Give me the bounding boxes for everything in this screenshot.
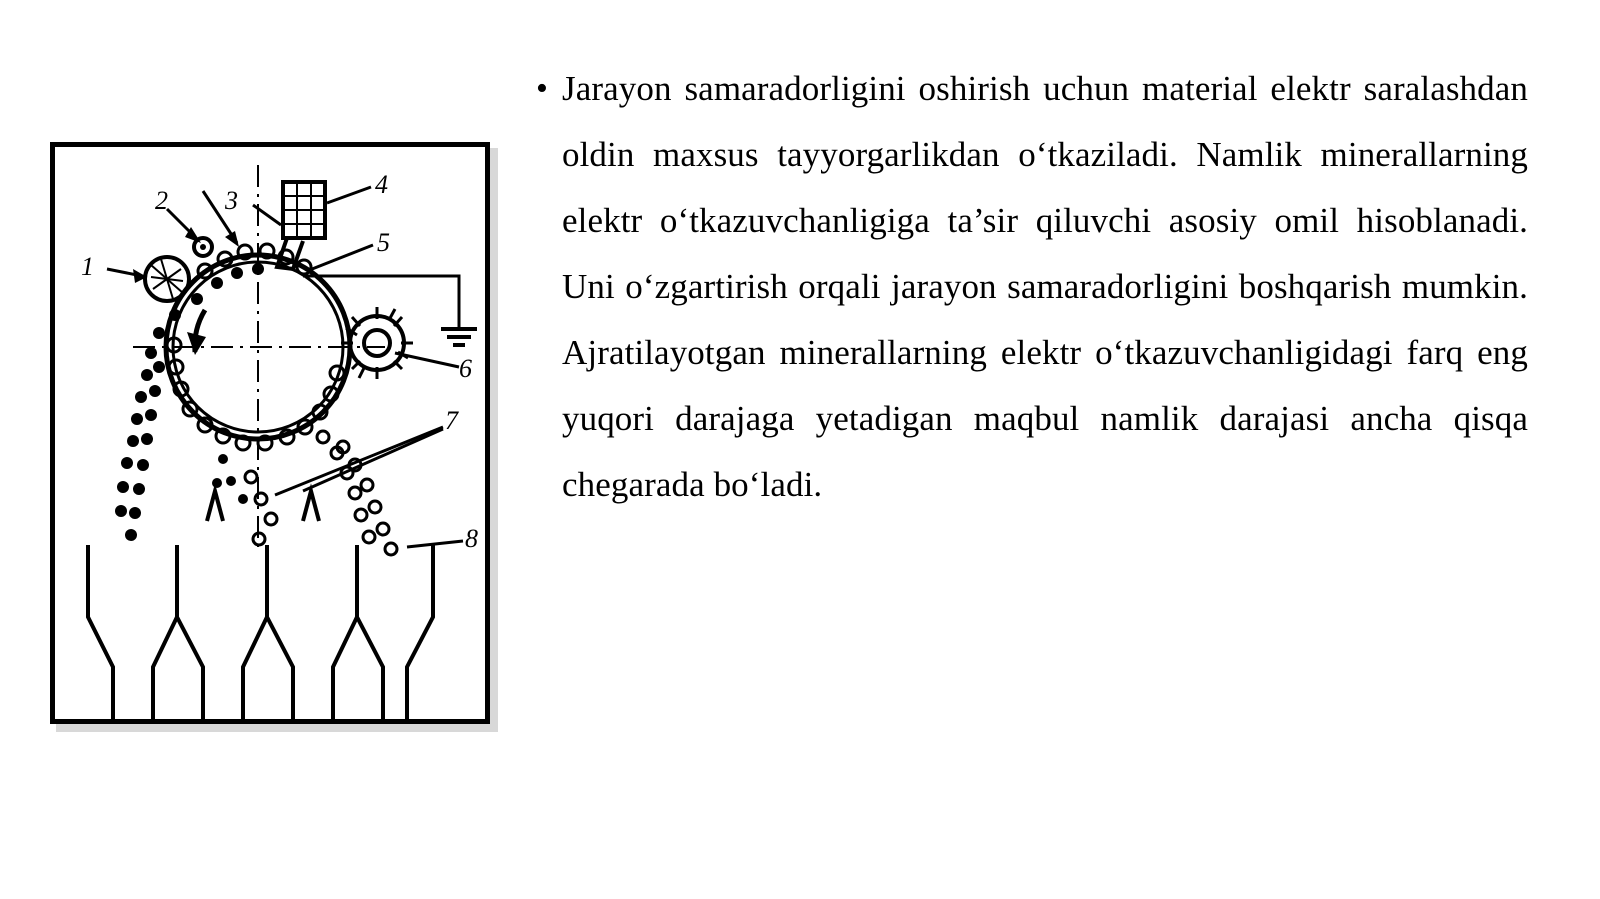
figure-container [50, 142, 498, 732]
callout-1: 1 [81, 252, 94, 281]
callout-5: 5 [377, 228, 390, 257]
separator-schematic-svg [55, 147, 485, 719]
content-text-block [528, 56, 1528, 518]
bullet-paragraph: Jarayon samaradorligini oshirish uchun material elektr saralashdan oldin maxsus tayyorgarlikdan o‘tkaziladi. Namlik minerallarning elektr o‘tkazuvchanligiga ta’sir qiluvchi asosiy omil hisoblanadi. Uni o‘zgartirish orqali jarayon samaradorligini boshqarish mumkin. Ajratilayotgan minerallarning elektr o‘tkazuvchanligidagi farq eng yuqori darajaga yetadigan maqbul namlik darajasi ancha qisqa chegarada bo‘ladi. [562, 69, 1528, 504]
callout-6: 6 [459, 354, 472, 383]
figure-frame [50, 142, 490, 724]
callout-3: 3 [225, 186, 238, 215]
callout-2: 2 [155, 186, 168, 215]
bullet-marker: • [536, 70, 548, 107]
callout-8: 8 [465, 524, 478, 553]
bullet-list-item [528, 56, 1528, 518]
callout-4: 4 [375, 170, 388, 199]
callout-7: 7 [445, 406, 458, 435]
